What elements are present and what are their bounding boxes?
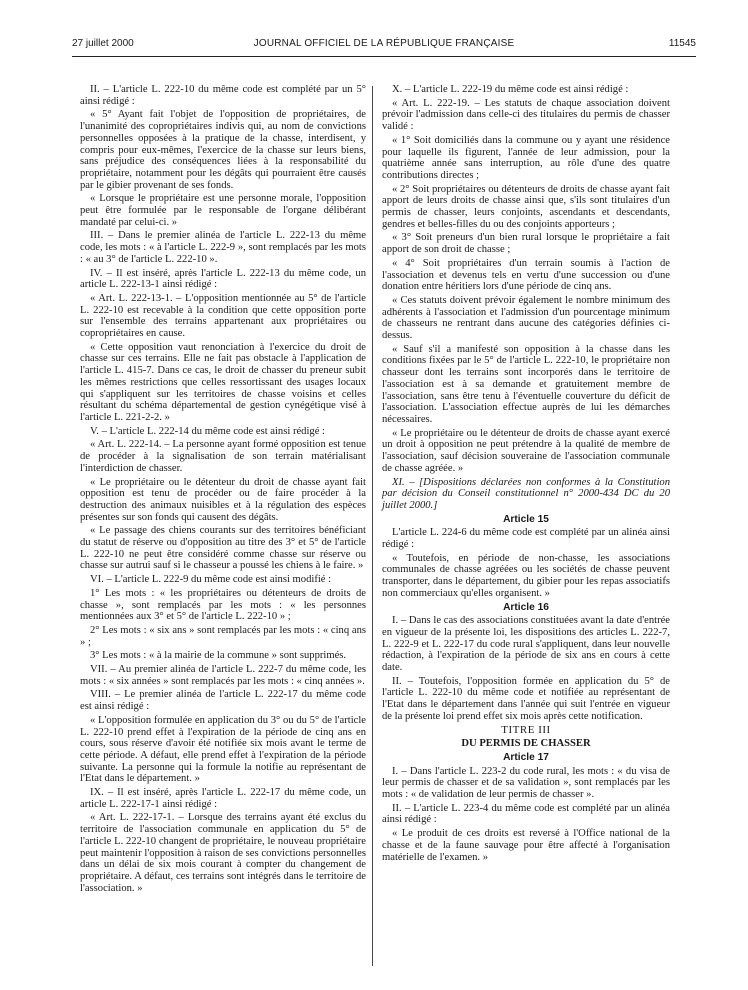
paragraph: IV. – Il est inséré, après l'article L. 222-13 du même code, un article L. 222-13-1 ainsi rédigé : <box>80 267 366 291</box>
titre-subheading: DU PERMIS DE CHASSER <box>461 738 591 750</box>
paragraph: VI. – L'article L. 222-9 du même code est ainsi modifié : <box>90 574 332 586</box>
paragraph: « Art. L. 222-17-1. – Lorsque des terrains ayant été exclus du territoire de l'association communale en application du 5° de l'article L. 222-10 changent de propriétaire, le nouveau propriétaire peut maintenir l'opposition à raison de ses convictions personnelles dans un délai de six mois courant à compter du changement de propriétaire. A défaut, ces terrains sont intégrés dans le territoire de l'association. » <box>80 812 366 894</box>
header-date: 27 juillet 2000 <box>72 38 134 49</box>
article-16-heading: Article 16 <box>503 601 549 613</box>
titre-heading: TITRE III <box>501 723 551 736</box>
paragraph: « Le propriétaire ou le détenteur du droit de chasse ayant fait opposition est tenu de procéder ou de faire procéder à la destruction des animaux nuisibles et à la régulation des espèces présentes sur son fonds qui causent des dégâts. <box>80 476 366 523</box>
paragraph: VII. – Au premier alinéa de l'article L. 222-7 du même code, les mots : « six années » sont remplacés par les mots : « cinq années ». <box>80 664 366 687</box>
paragraph: II. – Toutefois, l'opposition formée en application du 5° de l'article L. 222-10 du même code et notifiée au représentant de l'Etat dans le département dans l'année qui suit l'entrée en vigueur de la présente loi prend effet six mois après cette notification. <box>382 675 670 722</box>
page-header <box>72 36 696 54</box>
paragraph: « L'opposition formulée en application du 3° ou du 5° de l'article L. 222-10 prend effet à l'expiration de la période de cinq ans en cours, sous réserve d'avoir été notifiée six mois avant le terme de cette période. A défaut, elle prend effet à l'expiration de la période suivante. La personne qui la formule la notifie au représentant de l'Etat dans le département. » <box>80 714 366 785</box>
paragraph: II. – L'article L. 222-10 du même code est complété par un 5° ainsi rédigé : <box>80 84 366 107</box>
paragraph: 2° Les mots : « six ans » sont remplacés par les mots : « cinq ans » ; <box>80 624 366 648</box>
paragraph: « Lorsque le propriétaire est une personne morale, l'opposition peut être formulée par le responsable de l'organe délibérant mandaté par celui-ci. » <box>80 193 366 228</box>
left-column <box>80 84 366 896</box>
paragraph: 3° Les mots : « à la mairie de la commune » sont supprimés. <box>90 650 347 662</box>
paragraph: « 2° Soit propriétaires ou détenteurs de droits de chasse ayant fait apport de leurs droits de chasse ainsi que, s'ils sont titulaires d'un permis de chasser, leurs conjoints, ascendants et descendants, gendres et belles-filles du ou des conjoints apporteurs ; <box>382 183 670 230</box>
paragraph: « Art. L. 222-13-1. – L'opposition mentionnée au 5° de l'article L. 222-10 est recevable à la condition que cette opposition porte sur l'ensemble des terrains appartenant aux propriétaires ou copropriétaires en cause. <box>80 292 366 340</box>
paragraph: « Art. L. 222-14. – La personne ayant formé opposition est tenue de procéder à la signalisation de son terrain matérialisant l'interdiction de chasser. <box>80 439 366 474</box>
paragraph: « 4° Soit propriétaires d'un terrain soumis à l'action de l'association et devenus tels en vertu d'une succession ou d'une donation entre héritiers lors d'une période de cinq ans. <box>382 257 670 293</box>
header-rule <box>72 56 696 57</box>
article-15-heading: Article 15 <box>503 513 549 525</box>
paragraph: « 3° Soit preneurs d'un bien rural lorsque le propriétaire a fait apport de son droit de chasse ; <box>382 232 670 256</box>
paragraph: X. – L'article L. 222-19 du même code est ainsi rédigé : <box>392 84 629 95</box>
paragraph: 1° Les mots : « les propriétaires ou détenteurs de droits de chasse », sont remplacés par les mots : « les personnes mentionnées aux 3° et 5° de l'article L. 222-10 » ; <box>80 587 366 623</box>
paragraph: « Cette opposition vaut renonciation à l'exercice du droit de chasse sur ces terrains. Elle ne fait pas obstacle à l'application de l'article L. 415-7. Dans ce cas, le droit de chasser du preneur subit les mêmes restrictions que celles ressortissant des usages locaux qui s'appliquent sur les territoires de chasse voisins et celles résultant du schéma départemental de gestion cynégétique visé à l'article L. 221-2-2. » <box>80 341 366 423</box>
paragraph: « Art. L. 222-19. – Les statuts de chaque association doivent prévoir l'admission dans celle-ci des titulaires du permis de chasser validé : <box>382 97 670 133</box>
paragraph: V. – L'article L. 222-14 du même code est ainsi rédigé : <box>90 425 326 437</box>
paragraph: I. – Dans l'article L. 223-2 du code rural, les mots : « du visa de leur permis de chasser et de sa validation », sont remplacés par les mots : « de validation de leur permis de chasser ». <box>382 765 670 801</box>
paragraph: VIII. – Le premier alinéa de l'article L. 222-17 du même code est ainsi rédigé : <box>80 689 366 713</box>
paragraph: « Toutefois, en période de non-chasse, les associations communales de chasse agréées ou les sociétés de chasse peuvent transporter, dans le département, du gibier pour les repas associatifs non commerciaux qu'elles organisent. » <box>382 552 670 599</box>
paragraph-xi: XI. – [Dispositions déclarées non conformes à la Constitution par décision du Conseil constitutionnel n° 2000-434 DC du 20 juillet 2000.] <box>382 476 670 511</box>
paragraph: IX. – Il est inséré, après l'article L. 222-17 du même code, un article L. 222-17-1 ainsi rédigé : <box>80 787 366 810</box>
paragraph: « 1° Soit domiciliés dans la commune ou y ayant une résidence pour laquelle ils figurent, l'année de leur admission, pour la quatrième année sans interruption, au rôle d'une des quatre contributions directes ; <box>382 134 670 181</box>
paragraph: « Ces statuts doivent prévoir également le nombre minimum des adhérents à l'association et l'admission d'un pourcentage minimum de chasseurs ne rentrant dans aucune des catégories définies ci-dessus. <box>382 294 670 342</box>
paragraph: II. – L'article L. 223-4 du même code est complété par un alinéa ainsi rédigé : <box>382 802 670 826</box>
header-page-number: 11545 <box>668 38 696 49</box>
paragraph: « Le passage des chiens courants sur des territoires bénéficiant du statut de réserve ou d'opposition au titre des 3° et 5° de l'article L. 222-10 ne peut être considéré comme chasse sur réserve ou chasse sur autrui sauf si le chasseur a poussé les chiens à le faire. » <box>80 525 366 572</box>
right-column <box>382 84 670 865</box>
article-17-heading: Article 17 <box>503 751 549 763</box>
paragraph: III. – Dans le premier alinéa de l'article L. 222-13 du même code, les mots : « à l'article L. 222-9 », sont remplacés par les mots : « au 3° de l'article L. 222-10 ». <box>80 230 366 265</box>
paragraph: « 5° Ayant fait l'objet de l'opposition de propriétaires, de l'unanimité des copropriétaires indivis qui, au nom de convictions personnelles opposées à la pratique de la chasse, interdisent, y compris pour eux-mêmes, l'exercice de la chasse sur leurs biens, sans préjudice des conséquences liées à la responsabilité du propriétaire, notamment pour les dégâts qui pourraient être causés par le gibier provenant de ses fonds. <box>80 109 366 191</box>
column-divider <box>372 86 373 966</box>
paragraph: I. – Dans le cas des associations constituées avant la date d'entrée en vigueur de la présente loi, les dispositions des articles L. 222-7, L. 222-9 et L. 222-17 du code rural s'appliquent, dans leur nouvelle rédaction, à l'expiration de la période de six ans en cours à cette date. <box>382 615 670 674</box>
paragraph: « Le produit de ces droits est reversé à l'Office national de la chasse et de la faune sauvage pour être affecté à l'organisation matérielle de l'examen. » <box>382 828 670 863</box>
paragraph: « Le propriétaire ou le détenteur de droits de chasse ayant exercé un droit à opposition ne peut prétendre à la qualité de membre de l'association, sauf décision souveraine de l'association communale de chasse agréée. » <box>382 427 670 474</box>
header-journal-title: JOURNAL OFFICIEL DE LA RÉPUBLIQUE FRANÇAISE <box>253 38 515 49</box>
paragraph: « Sauf s'il a manifesté son opposition à la chasse dans les conditions fixées par le 5° de l'article L. 222-10, le propriétaire non chasseur dont les terrains sont incorporés dans le territoire de l'association est à sa demande et gratuitement membre de l'association, sans être tenu à l'éventuelle couverture du déficit de l'association. L'association effectue auprès de lui les démarches nécessaires. <box>382 343 670 425</box>
paragraph: L'article L. 224-6 du même code est complété par un alinéa ainsi rédigé : <box>382 527 670 551</box>
